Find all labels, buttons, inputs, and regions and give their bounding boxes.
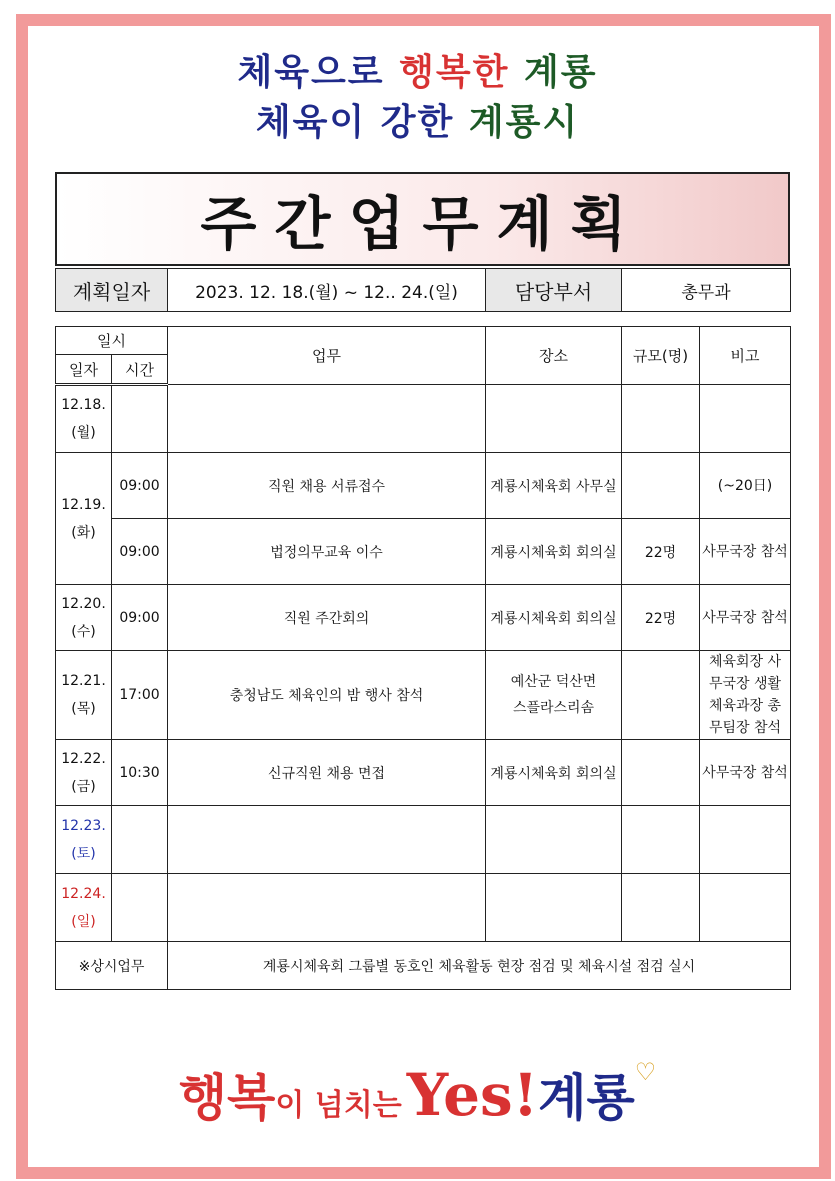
scale-cell: 22명: [622, 585, 700, 651]
regular-task-text: 계룡시체육회 그룹별 동호인 체육활동 현장 점검 및 체육시설 점검 실시: [168, 942, 791, 990]
footer-part: Yes!: [406, 1061, 539, 1129]
scale-cell: 22명: [622, 519, 700, 585]
slogan-part: 계룡시: [468, 102, 580, 143]
place-cell: 계룡시체육회 회의실: [486, 740, 622, 806]
note-cell: 체육회장 사무국장 생활체육과장 총무팀장 참석: [700, 651, 791, 740]
task-cell: 충청남도 체육인의 밤 행사 참석: [168, 651, 486, 740]
time-cell: 17:00: [112, 651, 168, 740]
heart-icon: ♡: [634, 1058, 657, 1086]
plan-info-table: [55, 268, 791, 312]
table-row: [56, 585, 791, 651]
page-title: 주간업무계획: [200, 190, 645, 258]
place-cell: 예산군 덕산면 스플라스리솜: [486, 651, 622, 740]
time-cell: 09:00: [112, 519, 168, 585]
table-row: [56, 874, 791, 942]
footer-part: 계룡: [538, 1069, 635, 1127]
task-cell: 직원 채용 서류접수: [168, 453, 486, 519]
header-date: 일자: [56, 355, 112, 385]
task-cell: 직원 주간회의: [168, 585, 486, 651]
scale-cell: [622, 385, 700, 453]
dept-value: 총무과: [622, 269, 791, 312]
footer-slogan: [0, 1058, 835, 1130]
date-number: 12.19.: [61, 496, 106, 513]
place-cell: [486, 385, 622, 453]
note-cell: [700, 806, 791, 874]
day-of-week: (금): [71, 778, 96, 795]
task-cell: [168, 874, 486, 942]
scale-cell: [622, 874, 700, 942]
date-cell: [56, 453, 112, 585]
place-cell: 계룡시체육회 사무실: [486, 453, 622, 519]
date-number: 12.22.: [61, 750, 106, 767]
date-cell: [56, 651, 112, 740]
footer-part: 이 넘치는: [275, 1088, 402, 1123]
slogan-part: 강한: [380, 102, 469, 143]
time-cell: [112, 385, 168, 453]
header-scale: 규모(명): [622, 327, 700, 385]
note-cell: 사무국장 참석: [700, 585, 791, 651]
scale-cell: [622, 453, 700, 519]
table-row: [56, 385, 791, 453]
table-row: [56, 519, 791, 585]
regular-task-label: ※상시업무: [56, 942, 168, 990]
place-cell: 계룡시체육회 회의실: [486, 519, 622, 585]
header-note: 비고: [700, 327, 791, 385]
note-cell: [700, 874, 791, 942]
dept-label: 담당부서: [486, 269, 622, 312]
date-cell: [56, 806, 112, 874]
time-cell: 09:00: [112, 585, 168, 651]
note-cell: [700, 385, 791, 453]
header-task: 업무: [168, 327, 486, 385]
slogan-line-1: [0, 44, 835, 95]
place-cell: 계룡시체육회 회의실: [486, 585, 622, 651]
table-row: [56, 806, 791, 874]
date-number: 12.23.: [61, 817, 106, 834]
scale-cell: [622, 740, 700, 806]
slogan-line-2: [0, 94, 835, 145]
table-row: [56, 453, 791, 519]
time-cell: 09:00: [112, 453, 168, 519]
footer-part: 행복: [178, 1069, 276, 1127]
table-row: [56, 740, 791, 806]
day-of-week: (일): [71, 913, 96, 930]
title-banner: [55, 172, 790, 266]
date-cell: [56, 385, 112, 453]
slogan-part: 계룡: [523, 52, 598, 93]
note-cell: (~20日): [700, 453, 791, 519]
task-cell: 법정의무교육 이수: [168, 519, 486, 585]
task-cell: [168, 385, 486, 453]
header-place: 장소: [486, 327, 622, 385]
slogan-part: 체육이: [255, 102, 381, 143]
day-of-week: (수): [71, 623, 96, 640]
scale-cell: [622, 651, 700, 740]
date-number: 12.24.: [61, 885, 106, 902]
slogan-part: 체육으로: [237, 52, 400, 93]
day-of-week: (토): [71, 845, 96, 862]
task-cell: [168, 806, 486, 874]
header-time: 시간: [112, 355, 168, 385]
note-cell: 사무국장 참석: [700, 740, 791, 806]
day-of-week: (월): [71, 425, 96, 441]
day-of-week: (화): [71, 524, 96, 541]
date-number: 12.20.: [61, 595, 106, 612]
regular-task-row: [56, 942, 791, 990]
date-number: 12.21.: [61, 673, 106, 689]
note-cell: 사무국장 참석: [700, 519, 791, 585]
date-cell: [56, 585, 112, 651]
date-cell: [56, 874, 112, 942]
place-cell: [486, 806, 622, 874]
plan-date-value: 2023. 12. 18.(월) ~ 12.. 24.(일): [168, 269, 486, 312]
schedule-table: [55, 326, 791, 990]
time-cell: [112, 806, 168, 874]
header-datetime: 일시: [56, 327, 168, 355]
task-cell: 신규직원 채용 면접: [168, 740, 486, 806]
plan-date-label: 계획일자: [56, 269, 168, 312]
scale-cell: [622, 806, 700, 874]
time-cell: 10:30: [112, 740, 168, 806]
place-cell: [486, 874, 622, 942]
table-row: [56, 651, 791, 740]
slogan-part: 행복한: [399, 52, 524, 93]
date-number: 12.18.: [61, 397, 106, 413]
date-cell: [56, 740, 112, 806]
day-of-week: (목): [71, 701, 96, 717]
time-cell: [112, 874, 168, 942]
